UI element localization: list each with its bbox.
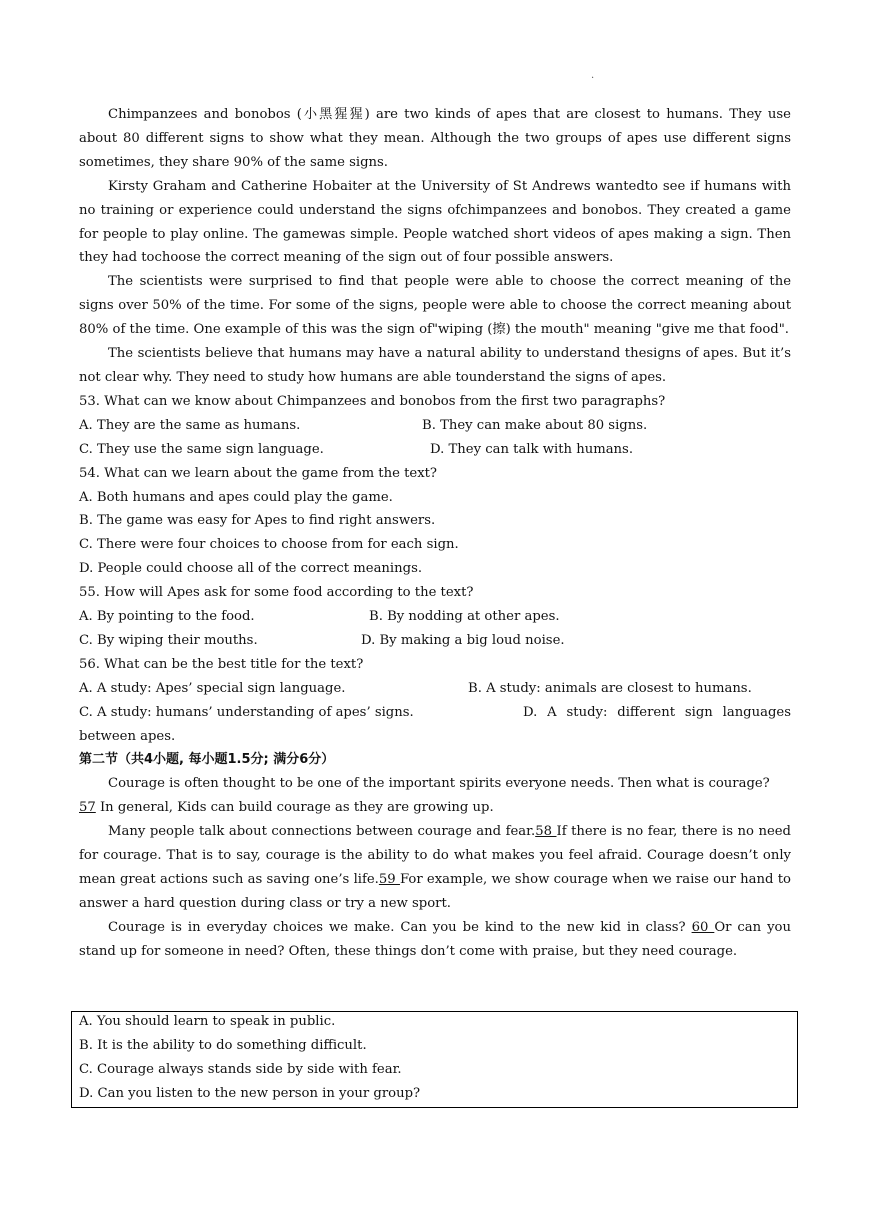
blank-58: 58 [535,824,557,840]
passage-paragraph-3: The scientists were surprised to find that people were able to choose the correct meaning of the signs over 50% of the time. For some of the signs, people were able to choose the correct meaning about 80% of the time. One example of this was the sign of"wiping (擦) the mouth" meaning "give me that food". [79,274,791,338]
cloze-text: If there is no fear, there is no need for courage. That is to say, courage is the ability to do what makes you feel afraid. Courage doesn’t only mean great actions such as saving one’s life. [79,824,791,887]
passage-paragraph-4: The scientists believe that humans may have a natural ability to understand thesigns of apes. But it’s not clear why. They need to study how humans are able tounderstand the signs of apes. [79,346,791,385]
question-56-options-ab [79,677,791,701]
box-option-b: B. It is the ability to do something difficult. [79,1037,367,1053]
question-56-stem: 56. What can be the best title for the text? [79,656,364,672]
option-54-c: C. There were four choices to choose from for each sign. [79,537,459,553]
option-53-a: A. They are the same as humans. [79,417,301,433]
cloze-text: Courage is often thought to be one of the important spirits everyone needs. Then what is courage? [108,776,770,792]
cloze-text: Courage is in everyday choices we make. Can you be kind to the new kid in class? [108,919,692,935]
options-box [71,1011,798,1108]
question-55-options-ab [79,605,791,629]
option-56-c: C. A study: humans’ understanding of apes’ signs. [79,704,414,720]
cloze-paragraph-2 [79,820,791,916]
passage-paragraph-2: Kirsty Graham and Catherine Hobaiter at the University of St Andrews wantedto see if humans with no training or experience could understand the signs ofchimpanzees and bonobos. They created a game for people to play online. The gamewas simple. People watched short videos of apes making a sign. Then they had tochoose the correct meaning of the sign out of four possible answers. [79,178,791,266]
option-55-b: B. By nodding at other apes. [369,609,560,625]
cloze-paragraph-3 [79,916,791,964]
option-55-a: A. By pointing to the food. [79,609,255,625]
option-53-d: D. They can talk with humans. [430,441,634,457]
box-option-c: C. Courage always stands side by side with fear. [79,1061,402,1077]
blank-59: 59 [378,872,400,887]
header-dot: . [591,70,595,81]
question-56-options-cd [79,701,791,749]
question-53-stem: 53. What can we know about Chimpanzees and bonobos from the first two paragraphs? [79,393,666,409]
option-56-d: D. A study: different sign languages between apes. [79,704,791,744]
option-55-d: D. By making a big loud noise. [361,632,565,648]
option-55-c: C. By wiping their mouths. [79,632,258,648]
question-53-options-ab [79,414,791,438]
document-body [79,103,791,964]
question-54-stem: 54. What can we learn about the game from the text? [79,465,438,481]
box-option-a: A. You should learn to speak in public. [79,1014,336,1029]
passage-paragraph-1: Chimpanzees and bonobos (小黑猩猩) are two kinds of apes that are closest to humans. They use about 80 different signs to show what they mean. Although the two groups of apes use different signs sometimes, they share 90% of the same signs. [79,107,791,170]
option-53-c: C. They use the same sign language. [79,441,324,457]
blank-57: 57 [79,800,96,816]
cloze-text: Many people talk about connections between courage and fear. [108,824,536,840]
section-2-heading: 第二节（共4小题, 每小题1.5分; 满分6分） [79,752,335,768]
question-55-stem: 55. How will Apes ask for some food according to the text? [79,585,474,601]
option-54-a: A. Both humans and apes could play the game. [79,489,393,505]
option-56-b: B. A study: animals are closest to humans. [468,680,752,696]
cloze-text: Or can you stand up for someone in need? Often, these things don’t come with praise, but they need courage. [79,919,791,959]
option-54-b: B. The game was easy for Apes to find right answers. [79,513,436,529]
option-54-d: D. People could choose all of the correct meanings. [79,561,423,577]
box-option-d: D. Can you listen to the new person in your group? [79,1085,421,1101]
question-53-options-cd [79,438,791,462]
cloze-text: In general, Kids can build courage as they are growing up. [95,800,494,816]
question-55-options-cd [79,629,791,653]
option-56-a: A. A study: Apes’ special sign language. [79,680,346,696]
blank-60: 60 [691,919,715,935]
option-53-b: B. They can make about 80 signs. [422,417,648,433]
cloze-paragraph-1 [79,772,791,820]
cloze-text: For example, we show courage when we raise our hand to answer a hard question during class or try a new sport. [79,872,792,911]
